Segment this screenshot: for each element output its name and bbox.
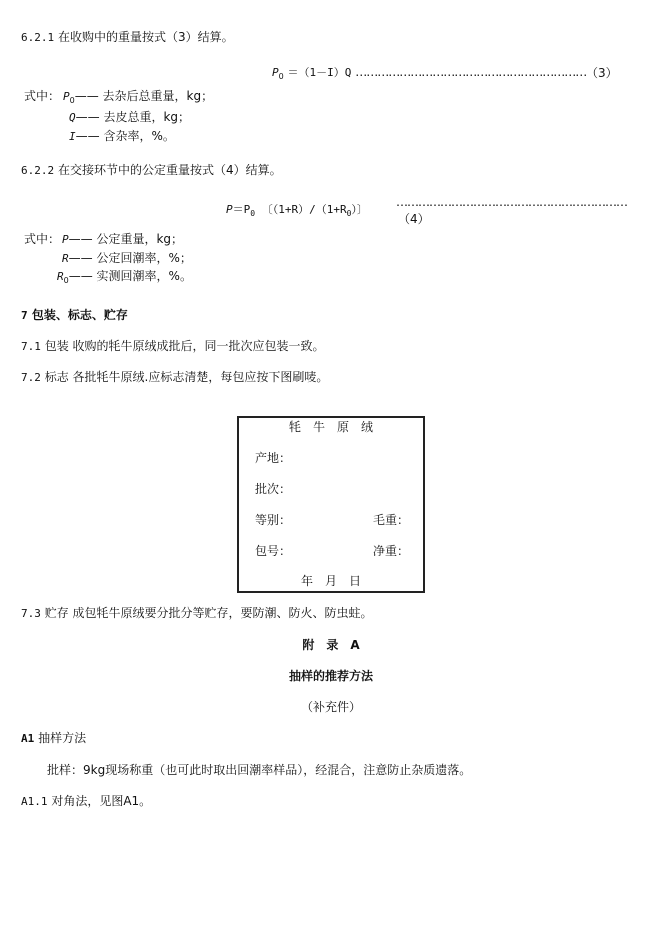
where-item — [62, 250, 192, 267]
formula-3-number: （3） — [586, 66, 618, 80]
clause-number: 6.2.2 — [21, 164, 55, 177]
formula-symbol-p: P — [226, 203, 233, 216]
clause-number: 7.2 — [21, 371, 41, 384]
label-batch: 批次： — [255, 482, 292, 496]
clause-number: 7.3 — [21, 607, 41, 620]
appendix-note: （补充件） — [300, 700, 361, 714]
formula-leader-dots: ……………………………………………………… — [355, 65, 587, 79]
clause-7-1 — [21, 338, 325, 355]
where-item — [69, 109, 190, 126]
appendix-section-a1 — [21, 730, 86, 747]
where-subscript: 0 — [63, 276, 69, 285]
formula-3 — [272, 64, 586, 85]
clause-number: A1.1 — [21, 795, 48, 808]
formula-subscript: 0 — [250, 209, 256, 218]
clause-text: 各批牦牛原绒.应标志清楚，每包应按下图刷唛。 — [72, 370, 329, 384]
clause-a1-1 — [21, 793, 151, 810]
where-symbol: R — [62, 252, 69, 265]
where-dash: —— — [68, 269, 93, 283]
where-description: 去杂后总重量，kg； — [102, 89, 214, 103]
where-dash: —— — [75, 129, 100, 143]
where-symbol: R — [57, 270, 64, 283]
label-origin: 产地： — [255, 451, 292, 465]
where-symbol: Q — [69, 111, 76, 124]
formula-4-number: （4） — [398, 212, 430, 226]
clause-7-2 — [21, 369, 328, 386]
formula-subscript: 0 — [346, 209, 352, 218]
where-dash: —— — [68, 232, 93, 246]
formula-end: ）〕 — [351, 203, 368, 216]
where-description: 实测回潮率，%。 — [96, 269, 192, 283]
where-subscript: 0 — [69, 96, 75, 105]
formula-equals: ＝P — [232, 203, 251, 216]
formula-middle: 〔（1+R）/（1+R — [261, 203, 347, 216]
appendix-title: 附 录 A — [302, 638, 360, 652]
where-symbol: I — [69, 130, 76, 143]
section-number: A1 — [21, 732, 35, 745]
where-dash: —— — [75, 110, 100, 124]
sampling-paragraph: 批样：9kg现场称重（也可此时取出回潮率样品），经混合，注意防止杂质遗落。 — [47, 763, 472, 777]
clause-text: 收购的牦牛原绒成批后，同一批次应包装一致。 — [72, 339, 325, 353]
where-description: 含杂率，%。 — [103, 129, 175, 143]
clause-text: 在交接环节中的公定重量按式（4）结算。 — [57, 163, 282, 177]
where-dash: —— — [74, 89, 99, 103]
appendix-subtitle: 抽样的推荐方法 — [288, 669, 373, 683]
formula-subscript: 0 — [278, 72, 284, 81]
where-description: 公定重量，kg； — [96, 232, 184, 246]
section-number: 7 — [21, 309, 28, 322]
label-net-weight: 净重： — [373, 544, 410, 558]
label-title: 牦 牛 原 绒 — [288, 420, 373, 434]
clause-label: 包装 — [44, 339, 69, 353]
where-symbol: P — [62, 233, 69, 246]
where-item — [63, 88, 213, 109]
where-prefix: 式中： — [24, 89, 61, 103]
label-date: 年 月 日 — [300, 574, 361, 588]
clause-label: 标志 — [44, 370, 69, 384]
clause-text: 在收购中的重量按式（3）结算。 — [57, 30, 234, 44]
formula-symbol-p: P — [272, 66, 279, 79]
section-title: 抽样方法 — [38, 731, 87, 745]
clause-7-3 — [21, 605, 373, 622]
label-bale-number: 包号： — [255, 544, 292, 558]
clause-text: 成包牦牛原绒要分批分等贮存，要防潮、防火、防虫蛀。 — [72, 606, 373, 620]
where-symbol: P — [63, 90, 70, 103]
clause-6-2-2 — [21, 162, 282, 179]
bale-label-box — [237, 416, 425, 593]
clause-label: 贮存 — [44, 606, 69, 620]
where-dash: —— — [68, 251, 93, 265]
where-description: 公定回潮率，%； — [96, 251, 192, 265]
clause-text: 对角法，见图A1。 — [51, 794, 152, 808]
where-item — [57, 268, 192, 289]
where-item — [69, 128, 175, 145]
label-gross-weight: 毛重： — [373, 513, 410, 527]
formula-leader-dots: ……………………………………………………… — [396, 195, 627, 209]
where-item — [62, 231, 183, 248]
section-7-heading — [21, 307, 128, 324]
clause-number: 6.2.1 — [21, 31, 55, 44]
label-grade: 等别： — [255, 513, 292, 527]
where-description: 去皮总重，kg； — [103, 110, 191, 124]
clause-6-2-1 — [21, 29, 234, 46]
formula-4 — [226, 202, 368, 222]
where-prefix: 式中： — [24, 232, 61, 246]
clause-number: 7.1 — [21, 340, 41, 353]
formula-rhs: ＝（1－I）Q — [287, 66, 352, 79]
section-title: 包装、标志、贮存 — [31, 308, 128, 322]
